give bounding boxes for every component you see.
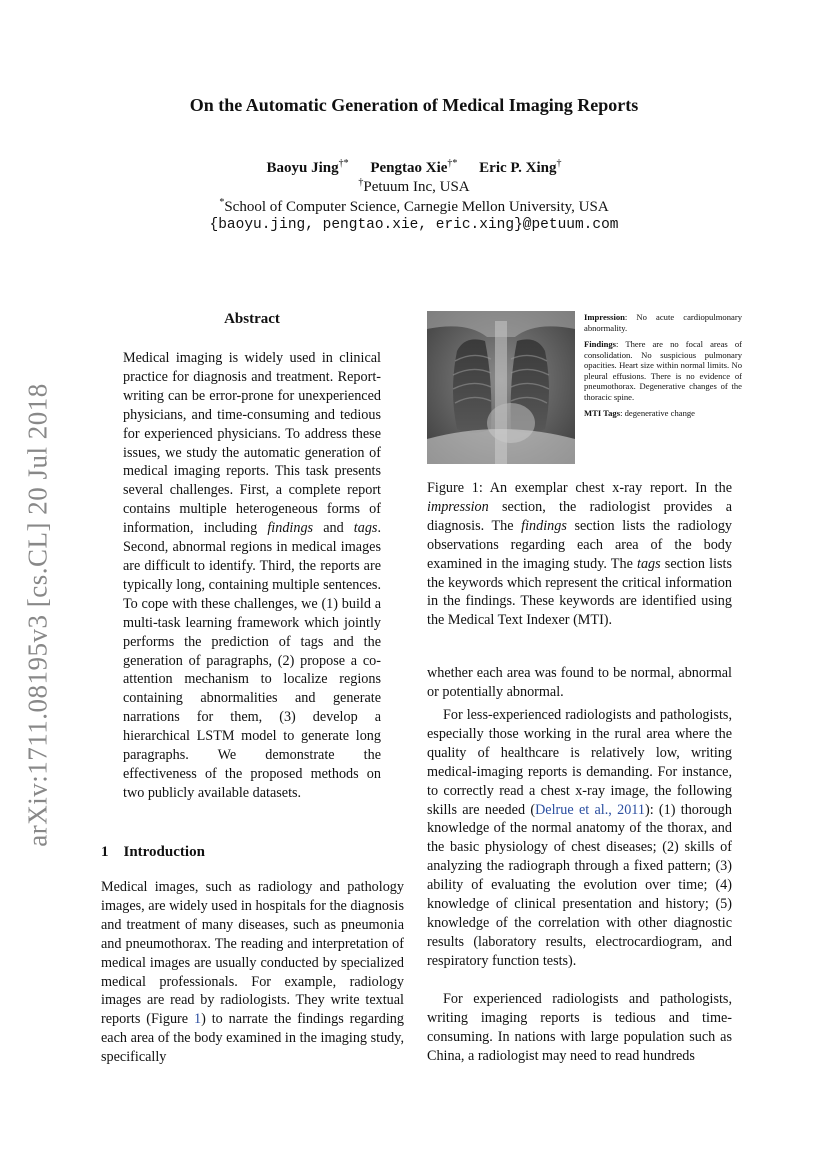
abstract-body: Medical imaging is widely used in clinical practice for diagnosis and treatment. Report-writing can be error-prone for unexperienced physicians, and time-consuming and tedious for experienced physicians. To address these issues, we study the automatic generation of medical imaging reports. This task presents several challenges. First, a complete report contains multiple heterogeneous forms of information, including findings and tags. Second, abnormal regions in medical images are difficult to identify. Third, the reports are typically long, containing multiple sentences. To cope with these challenges, we (1) build a multi-task learning framework which jointly performs the prediction of tags and the generation of paragraphs, (2) propose a co-attention mechanism to localize regions containing abnormalities and generate narrations for them, (3) develop a hierarchical LSTM model to generate long paragraphs. We demonstrate the effectiveness of the proposed methods on two publicly available datasets. — [123, 350, 381, 801]
tags-line: MTI Tags: degenerative change — [584, 408, 695, 418]
body-paragraph: whether each area was found to be normal, abnormal or potentially abnormal. — [427, 665, 732, 700]
figure-ref-link[interactable]: 1 — [194, 1011, 202, 1028]
affiliation-petuum: †Petuum Inc, USA — [358, 177, 470, 195]
chest-xray-graphic — [427, 311, 575, 464]
arxiv-stamp — [6, 380, 70, 850]
findings-line: Findings: There are no focal areas of consolidation. No suspicious pulmonary opacities. Heart size within normal limits. No pleural effusions. There is no evidence of pneumothorax. Degenerative changes of the thoracic spine. — [584, 339, 742, 402]
author: Baoyu Jing†* — [266, 158, 349, 176]
abstract-heading: Abstract — [224, 311, 280, 327]
affiliation-cmu: *School of Computer Science, Carnegie Mellon University, USA — [219, 197, 609, 215]
author: Pengtao Xie†* — [370, 158, 458, 176]
impression-line: Impression: No acute cardiopulmonary abnormality. — [584, 312, 742, 333]
arxiv-stamp-text: arXiv:1711.08195v3 [cs.CL] 20 Jul 2018 — [22, 383, 53, 847]
citation-link[interactable]: Delrue et al., 2011 — [535, 801, 645, 818]
intro-body: Medical images, such as radiology and pathology images, are widely used in hospitals for the diagnosis and treatment of many diseases, such as pneumonia and pneumothorax. The reading and interpretation of medical images are usually conducted by specialized medical professionals. For example, radiology images are read by radiologists. They write textual reports (Figure 1) to narrate the findings regarding each area of the body examined in the imaging study, specifically — [101, 879, 405, 1066]
paper-title: On the Automatic Generation of Medical Imaging Reports — [189, 95, 639, 115]
author-list — [0, 158, 828, 177]
chest-xray-image — [427, 311, 575, 464]
author: Eric P. Xing† — [479, 158, 562, 176]
body-paragraph: For experienced radiologists and pathologists, writing imaging reports is tedious and time-consuming. In nations with large population such as China, a radiologist may need to read hundreds — [427, 991, 732, 1064]
author-emails: {baoyu.jing, pengtao.xie, eric.xing}@petuum.com — [209, 217, 619, 233]
body-paragraph: For less-experienced radiologists and pathologists, especially those working in the rural area where the quality of healthcare is relatively low, writing medical-imaging reports is demanding. For instance, to correctly read a chest x-ray image, the following skills are needed (Delrue et al., 2011): (1) thorough knowledge of the normal anatomy of the thorax, and the basic physiology of chest diseases; (2) skills of analyzing the radiograph through a fixed pattern; (3) ability of evaluating the evolution over time; (4) knowledge of clinical presentation and history; (5) knowledge of the correlation with other diagnostic results (laboratory results, electrocardiogram, and respiratory function tests). — [427, 707, 732, 969]
intro-heading: 1 Introduction — [101, 844, 205, 860]
figure-report-text — [584, 312, 742, 425]
figure-caption: Figure 1: An exemplar chest x-ray report. In the impression section, the radiologist provides a diagnosis. The findings section lists the radiology observations regarding each area of the body examined in the imaging study. The tags section lists the keywords which represent the critical information in the findings. These keywords are identified using the Medical Text Indexer (MTI). — [427, 480, 733, 629]
